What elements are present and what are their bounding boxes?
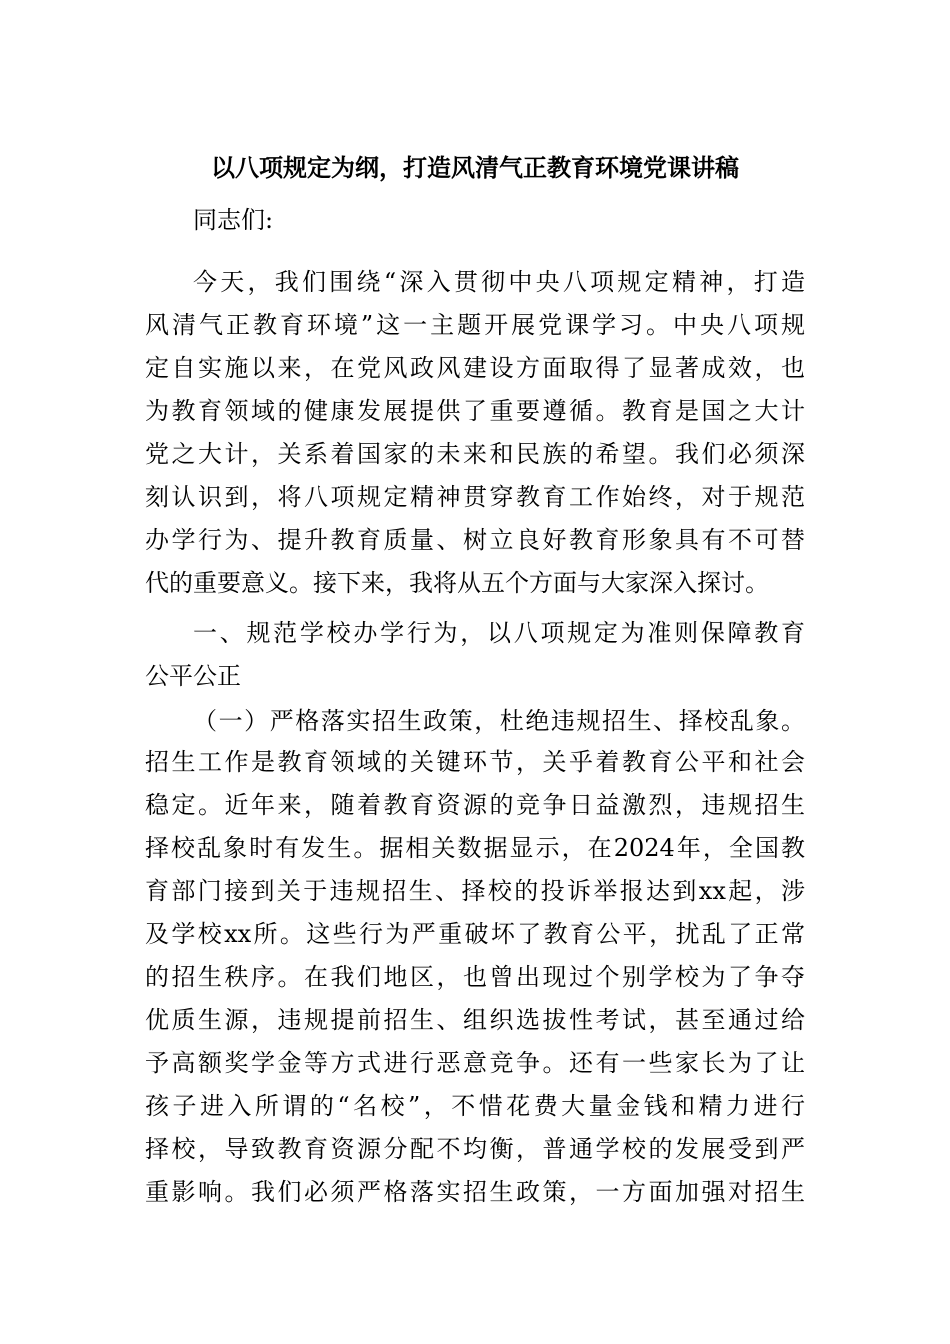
paragraph-line: 刻认识到，将八项规定精神贯穿教育工作始终，对于规范: [145, 483, 805, 511]
paragraph-line: 定自实施以来，在党风政风建设方面取得了显著成效，也: [145, 354, 805, 382]
paragraph-line: 党之大计，关系着国家的未来和民族的希望。我们必须深: [145, 440, 805, 468]
paragraph-line: 招生工作是教育领域的关键环节，关乎着教育公平和社会: [145, 748, 805, 776]
salutation: 同志们:: [193, 206, 274, 234]
paragraph-line: 予高额奖学金等方式进行恶意竞争。还有一些家长为了让: [145, 1049, 805, 1077]
paragraph-line: 孩子进入所谓的“名校”，不惜花费大量金钱和精力进行: [145, 1092, 805, 1120]
paragraph-line: 优质生源，违规提前招生、组织选拔性考试，甚至通过给: [145, 1006, 805, 1034]
section-heading: 公平公正: [145, 662, 241, 690]
paragraph-line: 育部门接到关于违规招生、择校的投诉举报达到xx起，涉: [145, 877, 805, 905]
section-heading: 一、规范学校办学行为，以八项规定为准则保障教育: [193, 619, 805, 647]
paragraph-line: 的招生秩序。在我们地区，也曾出现过个别学校为了争夺: [145, 963, 805, 991]
paragraph-line: 今天，我们围绕“深入贯彻中央八项规定精神，打造: [193, 268, 805, 296]
paragraph-line: 为教育领域的健康发展提供了重要遵循。教育是国之大计: [145, 397, 805, 425]
paragraph-line: 稳定。近年来，随着教育资源的竞争日益激烈，违规招生: [145, 791, 805, 819]
paragraph-line: 择校乱象时有发生。据相关数据显示，在2024年，全国教: [145, 834, 805, 862]
document-title: 以八项规定为纲，打造风清气正教育环境党课讲稿: [211, 153, 739, 182]
subsection-heading: （一）严格落实招生政策，杜绝违规招生、择校乱象。: [193, 707, 805, 735]
paragraph-line: 风清气正教育环境”这一主题开展党课学习。中央八项规: [145, 311, 805, 339]
paragraph-line: 代的重要意义。接下来，我将从五个方面与大家深入探讨。: [145, 569, 769, 597]
paragraph-line: 择校，导致教育资源分配不均衡，普通学校的发展受到严: [145, 1135, 805, 1163]
paragraph-line: 及学校xx所。这些行为严重破坏了教育公平，扰乱了正常: [145, 920, 805, 948]
paragraph-line: 重影响。我们必须严格落实招生政策，一方面加强对招生: [145, 1178, 805, 1206]
paragraph-line: 办学行为、提升教育质量、树立良好教育形象具有不可替: [145, 526, 805, 554]
